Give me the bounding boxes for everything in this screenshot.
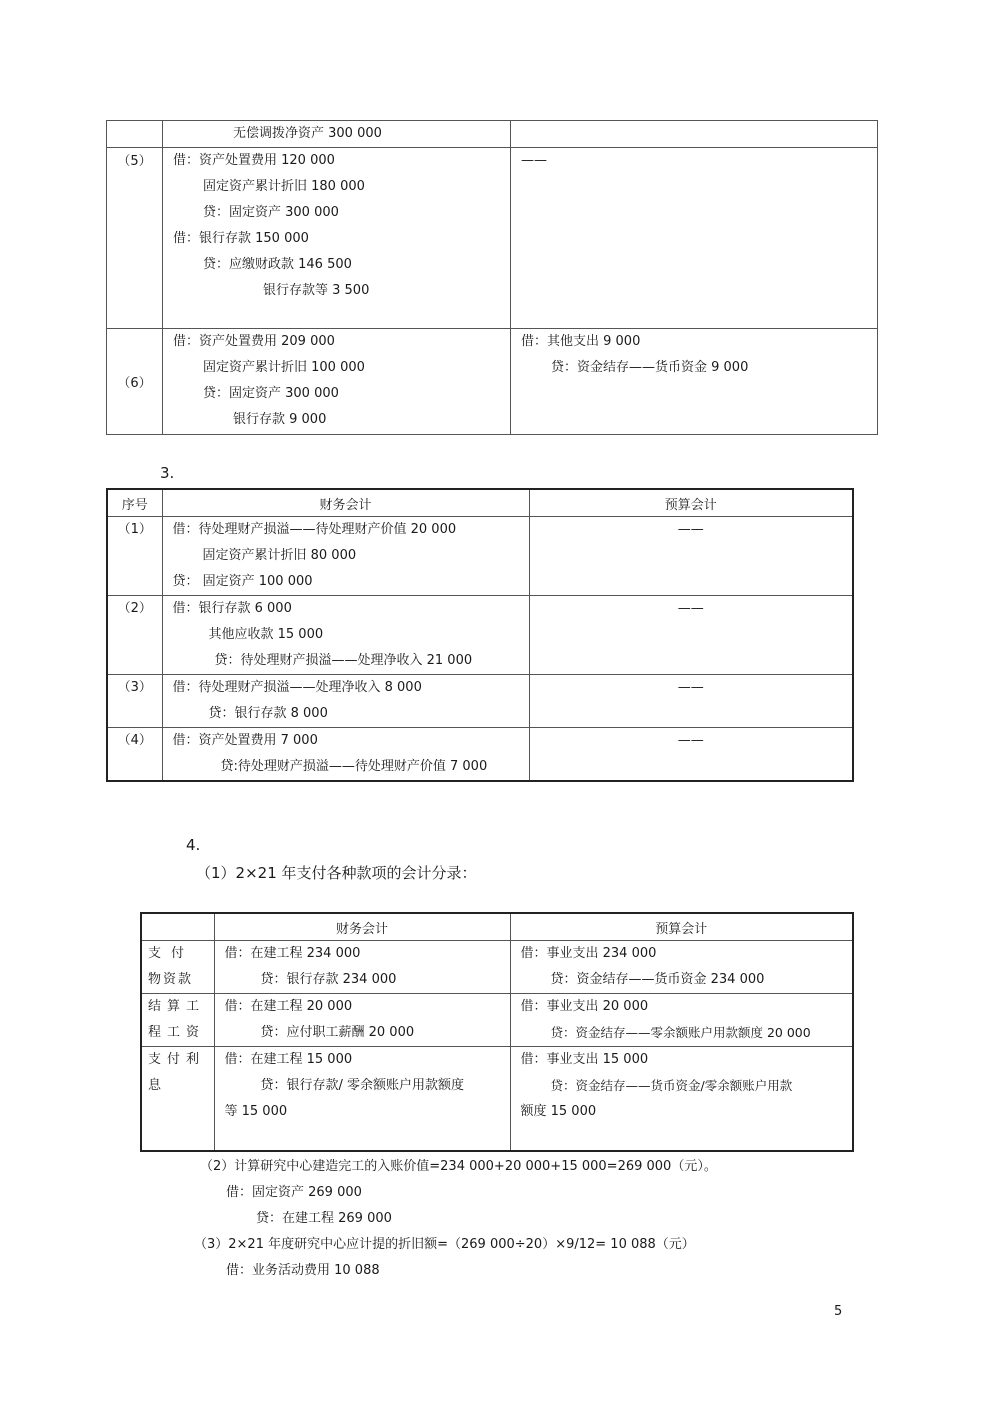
table-row [107,121,878,148]
budget-dash: —— [677,733,704,748]
entry-line: 固定资产累计折旧 100 000 [203,360,365,375]
entry-line: 贷：应缴财政款 146 500 [203,257,352,272]
section-4-table [140,912,854,1152]
col-header-number: 序号 [107,489,162,517]
entry-line: 借：固定资产 269 000 [226,1185,362,1200]
row-label: 结算工 [148,999,206,1014]
entry-line: 贷：固定资产 300 000 [203,386,339,401]
section-4-subheading-2: （2）计算研究中心建造完工的入账价值=234 000+20 000+15 000=269 000（元）。 [200,1159,717,1174]
entry-line: 借：其他支出 9 000 [521,334,641,349]
row-number: （4） [117,733,152,748]
col-header-budget: 预算会计 [510,913,853,941]
section-4-subheading-1: （1）2×21 年支付各种款项的会计分录： [196,864,477,882]
page-number: 5 [834,1304,843,1319]
entry-line: 借：事业支出 15 000 [520,1052,649,1067]
entry-line: 贷： 固定资产 100 000 [172,574,313,589]
entry-line: 贷：资金结存——货币资金 9 000 [551,360,749,375]
entry-line: 额度 15 000 [520,1104,597,1119]
table-row [107,596,853,675]
row-label: 支付 [148,946,195,961]
row-number: （2） [117,601,152,616]
entry-line: 借：在建工程 15 000 [224,1052,353,1067]
table-header-row [141,913,853,941]
row-number: （1） [117,522,152,537]
entry-line: 固定资产累计折旧 80 000 [202,548,357,563]
entry-line: 借：资产处置费用 120 000 [173,153,335,168]
entry-line: 贷：银行存款 234 000 [260,972,397,987]
table-row [107,728,853,782]
top-entries-table [106,120,878,435]
entry-line: 贷：资金结存——零余额账户用款额度 20 000 [550,1025,811,1040]
table-row [141,994,853,1047]
budget-dash: —— [677,601,704,616]
row-label: 支付利 [148,1052,206,1067]
entry-line: 贷：待处理财产损溢——处理净收入 21 000 [214,653,473,668]
entry-line: 借：待处理财产损溢——待处理财产价值 20 000 [172,522,457,537]
entry-line: 借：待处理财产损溢——处理净收入 8 000 [172,680,422,695]
entry-line: 贷：固定资产 300 000 [203,205,339,220]
entry-line: 借：业务活动费用 10 088 [226,1263,380,1278]
entry-line: 借：资产处置费用 209 000 [173,334,335,349]
entry-line: 借：银行存款 6 000 [172,601,292,616]
budget-dash: —— [677,680,704,695]
entry-line: 贷:待处理财产损溢——待处理财产价值 7 000 [220,759,488,774]
entry-line: 其他应收款 15 000 [208,627,324,642]
col-header-budget: 预算会计 [529,489,853,517]
entry-line: 借：银行存款 150 000 [173,231,309,246]
budget-dash: —— [677,522,704,537]
row-label: 物资款 [148,972,194,987]
table-header-row [107,489,853,517]
table-row [107,675,853,728]
entry-line: 无偿调拨净资产 300 000 [233,126,382,141]
entry-line: 借：在建工程 20 000 [224,999,353,1014]
table-row [107,148,878,329]
entry-line: 借：事业支出 234 000 [520,946,657,961]
table-row [141,941,853,994]
entry-line: 银行存款等 3 500 [263,283,370,298]
entry-line: 贷：在建工程 269 000 [256,1211,392,1226]
entry-line: 贷：资金结存——货币资金/零余额账户用款 [550,1078,793,1093]
section-4-heading: 4. [186,836,201,854]
entry-line: 贷：资金结存——货币资金 234 000 [550,972,765,987]
row-number: （3） [117,680,152,695]
row-label: 程工资 [148,1025,206,1040]
row-label: 息 [148,1078,168,1093]
budget-dash: —— [521,153,547,168]
col-header-finance: 财务会计 [162,489,529,517]
table-row [141,1047,853,1151]
entry-line: 贷：银行存款 8 000 [208,706,328,721]
section-3-table [106,488,854,782]
entry-line: 借：在建工程 234 000 [224,946,361,961]
section-4-subheading-3: （3）2×21 年度研究中心应计提的折旧额=（269 000÷20）×9/12= 10 088（元） [194,1237,695,1252]
row-number: （6） [117,376,152,391]
entry-line: 贷：银行存款/ 零余额账户用款额度 [260,1078,465,1093]
entry-line: 固定资产累计折旧 180 000 [203,179,365,194]
entry-line: 银行存款 9 000 [233,412,327,427]
row-number: （5） [117,154,152,169]
entry-line: 借：事业支出 20 000 [520,999,649,1014]
table-row [107,517,853,596]
entry-line: 等 15 000 [224,1104,288,1119]
col-header-finance: 财务会计 [214,913,510,941]
table-row [107,329,878,435]
entry-line: 贷：应付职工薪酬 20 000 [260,1025,415,1040]
section-3-heading: 3. [160,464,175,482]
entry-line: 借：资产处置费用 7 000 [172,733,318,748]
